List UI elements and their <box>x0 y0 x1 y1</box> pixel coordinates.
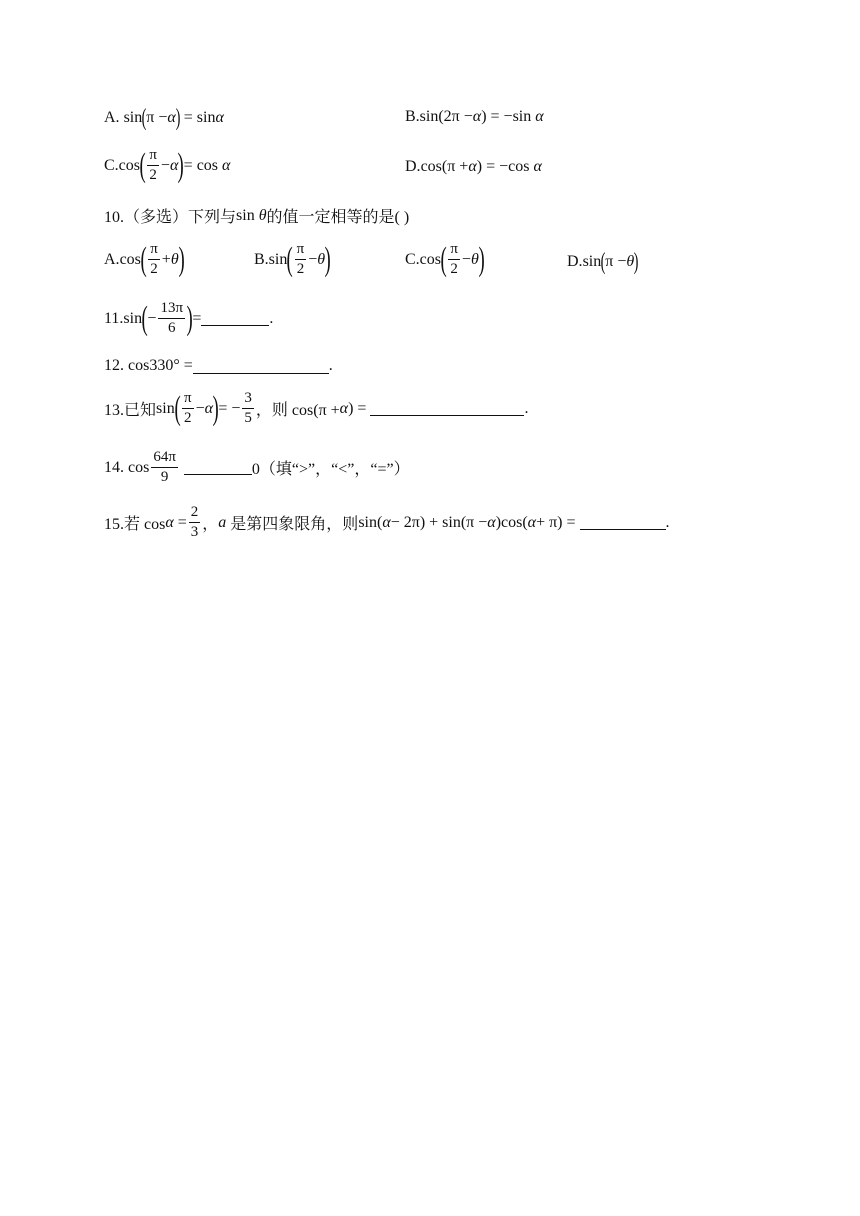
variable: α <box>165 513 174 531</box>
question-text: 0（填“>”，“<”，“=”） <box>251 461 410 478</box>
fraction-numerator: 3 <box>242 389 254 409</box>
q14 <box>104 448 410 487</box>
paren-close: ) <box>212 389 219 427</box>
expr-text: cos(π + <box>420 158 469 175</box>
function-name: cos <box>119 250 141 268</box>
expr-text: = cos <box>183 156 219 174</box>
fraction-numerator: π <box>295 240 307 260</box>
option-label: C. <box>104 156 119 174</box>
option-label: A. <box>104 109 120 126</box>
expr-text: + π) = <box>536 513 576 531</box>
fraction-denominator: 2 <box>184 410 192 426</box>
option-label: C. <box>405 250 420 268</box>
paren-open: ( <box>141 105 147 131</box>
paren-open: ( <box>286 240 294 278</box>
function-name: cos <box>118 156 140 174</box>
paren-open: ( <box>440 240 447 278</box>
fraction-denominator: 2 <box>150 261 158 277</box>
fraction-denominator: 9 <box>160 469 169 485</box>
q10-option-d <box>567 250 638 274</box>
function-name: sin <box>236 206 255 224</box>
fraction-numerator: π <box>182 389 194 409</box>
variable: α <box>533 158 542 175</box>
punctuation: . <box>665 513 670 531</box>
paren-close: ) <box>178 240 185 278</box>
variable: α <box>487 513 496 531</box>
q9-option-b <box>405 108 544 126</box>
fraction-numerator: π <box>448 240 460 260</box>
expr-text: − <box>147 309 157 327</box>
question-text: 14. cos <box>104 458 150 476</box>
fraction-denominator: 6 <box>167 320 176 336</box>
fraction-numerator: 64π <box>151 448 178 468</box>
q10-option-c <box>405 240 484 279</box>
fraction-denominator: 5 <box>244 410 252 426</box>
variable: θ <box>626 253 635 270</box>
q10-stem <box>104 204 409 227</box>
option-label: A. <box>104 250 120 268</box>
q13 <box>104 389 528 428</box>
expr-text: + <box>161 250 171 268</box>
question-number: 11. <box>104 309 124 327</box>
variable: θ <box>317 250 326 268</box>
expr-text: π − <box>146 109 168 126</box>
answer-blank[interactable] <box>580 515 666 530</box>
expr-text: = <box>192 309 202 327</box>
question-text: 的值一定相等的是( ) <box>266 209 410 226</box>
paren-close: ) <box>177 146 185 184</box>
paren-close: ) <box>478 240 485 278</box>
variable: α <box>169 156 179 174</box>
paren-close: ) <box>324 240 331 278</box>
function-name: sin <box>123 109 143 126</box>
fraction-numerator: 13π <box>158 299 185 319</box>
function-name: cos <box>419 250 441 268</box>
question-text: 15.若 cos <box>104 516 166 533</box>
fraction-numerator: π <box>147 146 159 166</box>
option-label: D. <box>405 158 421 175</box>
fraction-numerator: 2 <box>189 503 201 523</box>
variable: α <box>222 156 231 174</box>
q9-option-d <box>405 158 542 176</box>
expr-text: sin( <box>358 513 383 531</box>
variable: a <box>218 513 227 531</box>
option-label: B. <box>405 108 420 125</box>
fraction <box>158 299 185 338</box>
q12 <box>104 357 333 375</box>
q9-option-c <box>104 146 230 185</box>
fraction <box>189 503 201 542</box>
punctuation: . <box>269 309 274 327</box>
fraction <box>448 240 460 279</box>
question-text: 13.已知 <box>104 402 157 419</box>
paren-open: ( <box>139 146 146 184</box>
expr-text: − <box>195 399 205 417</box>
expr-text: = <box>177 513 187 531</box>
fraction-denominator: 2 <box>450 261 458 277</box>
expr-text: ) = <box>348 399 367 417</box>
fraction-denominator: 2 <box>149 167 157 183</box>
option-label: B. <box>254 250 269 268</box>
variable: α <box>339 399 349 417</box>
fraction-denominator: 3 <box>190 524 199 540</box>
expr-text: − 2π) + sin(π − <box>390 513 488 531</box>
expr-text: sin(2π − <box>419 108 473 125</box>
answer-blank[interactable] <box>370 401 524 416</box>
fraction <box>147 146 159 185</box>
function-name: sin <box>123 309 143 327</box>
variable: θ <box>258 206 267 224</box>
paren-open: ( <box>174 389 181 427</box>
paren-close: ) <box>633 249 639 275</box>
function-name: sin <box>156 399 175 417</box>
fraction <box>151 448 178 487</box>
question-text: 12. cos330° = <box>104 357 193 374</box>
fraction-denominator: 2 <box>296 261 305 277</box>
expr-text: π − <box>605 253 627 270</box>
paren-close: ) <box>175 105 181 131</box>
expr-text: − <box>308 250 318 268</box>
q15 <box>104 503 670 542</box>
q11 <box>104 299 273 338</box>
variable: α <box>167 109 176 126</box>
expr-text: )cos( <box>495 513 528 531</box>
fraction <box>295 240 307 279</box>
q9-option-a <box>104 106 224 130</box>
variable: α <box>527 513 537 531</box>
punctuation: . <box>524 399 529 417</box>
q10-option-a <box>104 240 184 279</box>
question-text: ，则 cos(π + <box>255 402 340 419</box>
punctuation: . <box>328 357 333 374</box>
variable: α <box>204 399 214 417</box>
paren-open: ( <box>140 240 147 278</box>
variable: θ <box>170 250 179 268</box>
answer-blank[interactable] <box>193 359 329 374</box>
fraction <box>182 389 194 428</box>
variable: α <box>382 513 391 531</box>
variable: θ <box>470 250 479 268</box>
expr-text: = sin <box>183 109 216 126</box>
paren-close: ) <box>186 299 193 337</box>
variable: α <box>215 109 224 126</box>
fraction <box>148 240 160 279</box>
fraction <box>242 389 254 428</box>
expr-text: = − <box>218 399 241 417</box>
fraction-numerator: π <box>148 240 160 260</box>
question-text: 是第四象限角，则 <box>230 516 359 533</box>
question-text: 10.（多选）下列与 <box>104 209 237 226</box>
punctuation: ， <box>202 516 219 533</box>
answer-blank[interactable] <box>184 460 252 475</box>
option-label: D. <box>567 253 583 270</box>
q10-option-b <box>254 240 330 279</box>
variable: α <box>472 108 482 125</box>
variable: α <box>468 158 477 175</box>
expr-text: ) = −sin <box>481 108 532 125</box>
answer-blank[interactable] <box>201 311 269 326</box>
function-name: sin <box>582 253 602 270</box>
expr-text: − <box>160 156 170 174</box>
function-name: sin <box>268 250 288 268</box>
variable: α <box>535 108 544 125</box>
paren-open: ( <box>141 299 148 337</box>
expr-text: − <box>461 250 471 268</box>
expr-text: ) = −cos <box>476 158 530 175</box>
paren-open: ( <box>600 249 606 275</box>
